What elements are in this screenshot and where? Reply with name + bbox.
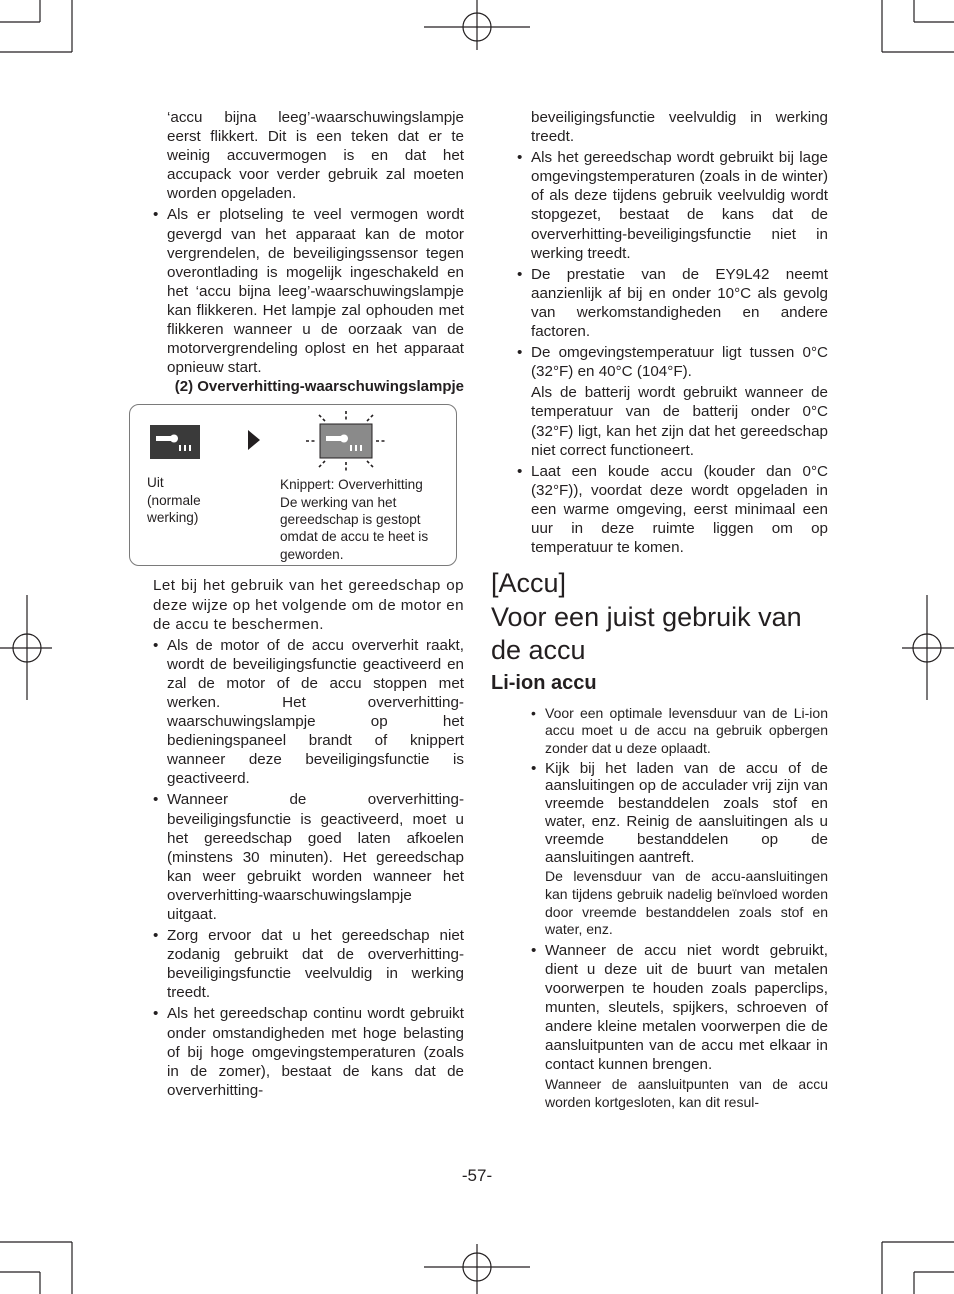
bullet-performance: • De prestatie van de EY9L42 neemt aanzienlijk af bij en onder 10°C als gevolg van werkomstandigheden en andere factoren. [517,265,828,341]
label-blinking: Knippert: Oververhitting De werking van het gereedschap is gestopt omdat de accu te heet is geworden. [280,477,429,562]
right-column [491,108,828,1112]
section-subtitle: Li-ion accu [491,671,597,694]
bullet-ambient-temp-cont: Als de batterij wordt gebruikt wanneer de temperatuur van de batterij onder 0°C (32°F) ligt, kan het zijn dat het gereedschap niet correct functioneert. [531,384,828,459]
bullet-avoid-frequent: • Zorg ervoor dat u het gereedschap niet zodanig gebruikt dat de oververhitting-beveiligingsfunctie veelvuldig in werking treedt. [153,927,464,1002]
li-bullet-terminals: • Kijk bij het laden van de accu of de aansluitingen op de acculader vrij zijn van vreemde bestanddelen zoals stof en water, enz. Reinig de aansluitingen als u vreemde bestanddelen op de aansluitingen aantreft. [531,759,828,866]
li-bullet-storage: • Voor een optimale levensduur van de Li-ion accu moet u de accu na gebruik opbergen zonder dat u deze oplaadt. [531,704,828,756]
bullet-cold-battery: • Laat een koude accu (kouder dan 0°C (32°F)), voordat deze wordt opgeladen in een warme omgeving, eerst minimaal een uur in deze ruimte liggen om op temperatuur te komen. [517,462,828,557]
section-heading-overheat: (2) Oververhitting-waarschuwingslampje [174,378,464,396]
lamp-off-icon [150,425,200,459]
left-column [124,108,464,1100]
continued-text: beveiligingsfunctie veelvuldig in werking treedt. [531,109,828,146]
li-bullet-metal-objects-cont: Wanneer de aansluitpunten van de accu worden kortgesloten, kan dit resul- [545,1076,828,1110]
li-bullet-terminals-cont: De levensduur van de accu-aansluitingen kan tijdens gebruik nadelig beïnvloed worden door vreemde bestanddelen zoals stof en water, enz. [545,868,828,938]
lamp-blinking-icon [306,411,386,471]
bullet-high-load: • Als het gereedschap continu wordt gebruikt onder omstandigheden met hoge belasting of bij hoge omgevingstemperaturen (zoals in de zomer), bestaat de kans dat de oververhitting- [153,1005,464,1099]
label-off: Uit (normale werking) [147,475,201,525]
intro-text: ‘accu bijna leeg’-waarschuwingslampje eerst flikkert. Dit is een teken dat er te weinig accuvermogen is en dat het accupack voor verder gebruik zal moeten worden opgeladen. [167,109,464,203]
bullet-overheat: • Als de motor of de accu oververhit raakt, wordt de beveiligingsfunctie geactiveerd en zal de motor of de accu stoppen met werken. Het oververhitting-waarschuwingslampje op het bedieningspaneel brandt of knippert wanneer deze beveiligingsfunctie is geactiveerd. [153,636,464,788]
bullet-ambient-temp: • De omgevingstemperatuur ligt tussen 0°C (32°F) en 40°C (104°F). [517,344,828,381]
li-bullet-metal-objects: • Wanneer de accu niet wordt gebruikt, dient u deze uit de buurt van metalen voorwerpen te houden zoals paperclips, munten, sleutels, spijkers, schroeven of andere kleine metalen voorwerpen die de aansluitpunten van de accu met elkaar in contact kunnen brengen. [531,941,828,1074]
bullet-sudden-load: • Als er plotseling te veel vermogen wordt gevergd van het apparaat kan de motor vergrendelen, de beveiligingssensor tegen overontlading is mogelijk ingeschakeld en het ‘accu bijna leeg’-waarschuwingslampje kan flikkeren. Het lampje zal ophouden met flikkeren wanneer u de oorzaak van de motorvergrendeling oplost en het apparaat opnieuw start. [153,206,464,377]
overheat-indicator-figure [129,404,457,566]
section-title: [Accu] Voor een juist gebruik van de accu [491,568,802,666]
bullet-cool-down: • Wanneer de oververhitting-beveiligingsfunctie is geactiveerd, moet u het gereedschap goed laten afkoelen (minstens 30 minuten). Het gereedschap kan weer gebruikt worden wanneer het oververhitting-waarschuwingslampje uitgaat. [153,791,464,923]
page-number: -57- [461,1166,493,1185]
protect-paragraph: Let bij het gebruik van het gereedschap op deze wijze op het volgende om de motor en de accu te beschermen. [153,577,464,633]
arrow-icon [248,430,260,450]
bullet-low-temp: • Als het gereedschap wordt gebruikt bij lage omgevingstemperaturen (zoals in de winter) of als deze tijdens gebruik veelvuldig wordt stopgezet, bestaat de kans dat de oververhitting-beveiligingsfunctie niet in werking treedt. [517,149,828,262]
